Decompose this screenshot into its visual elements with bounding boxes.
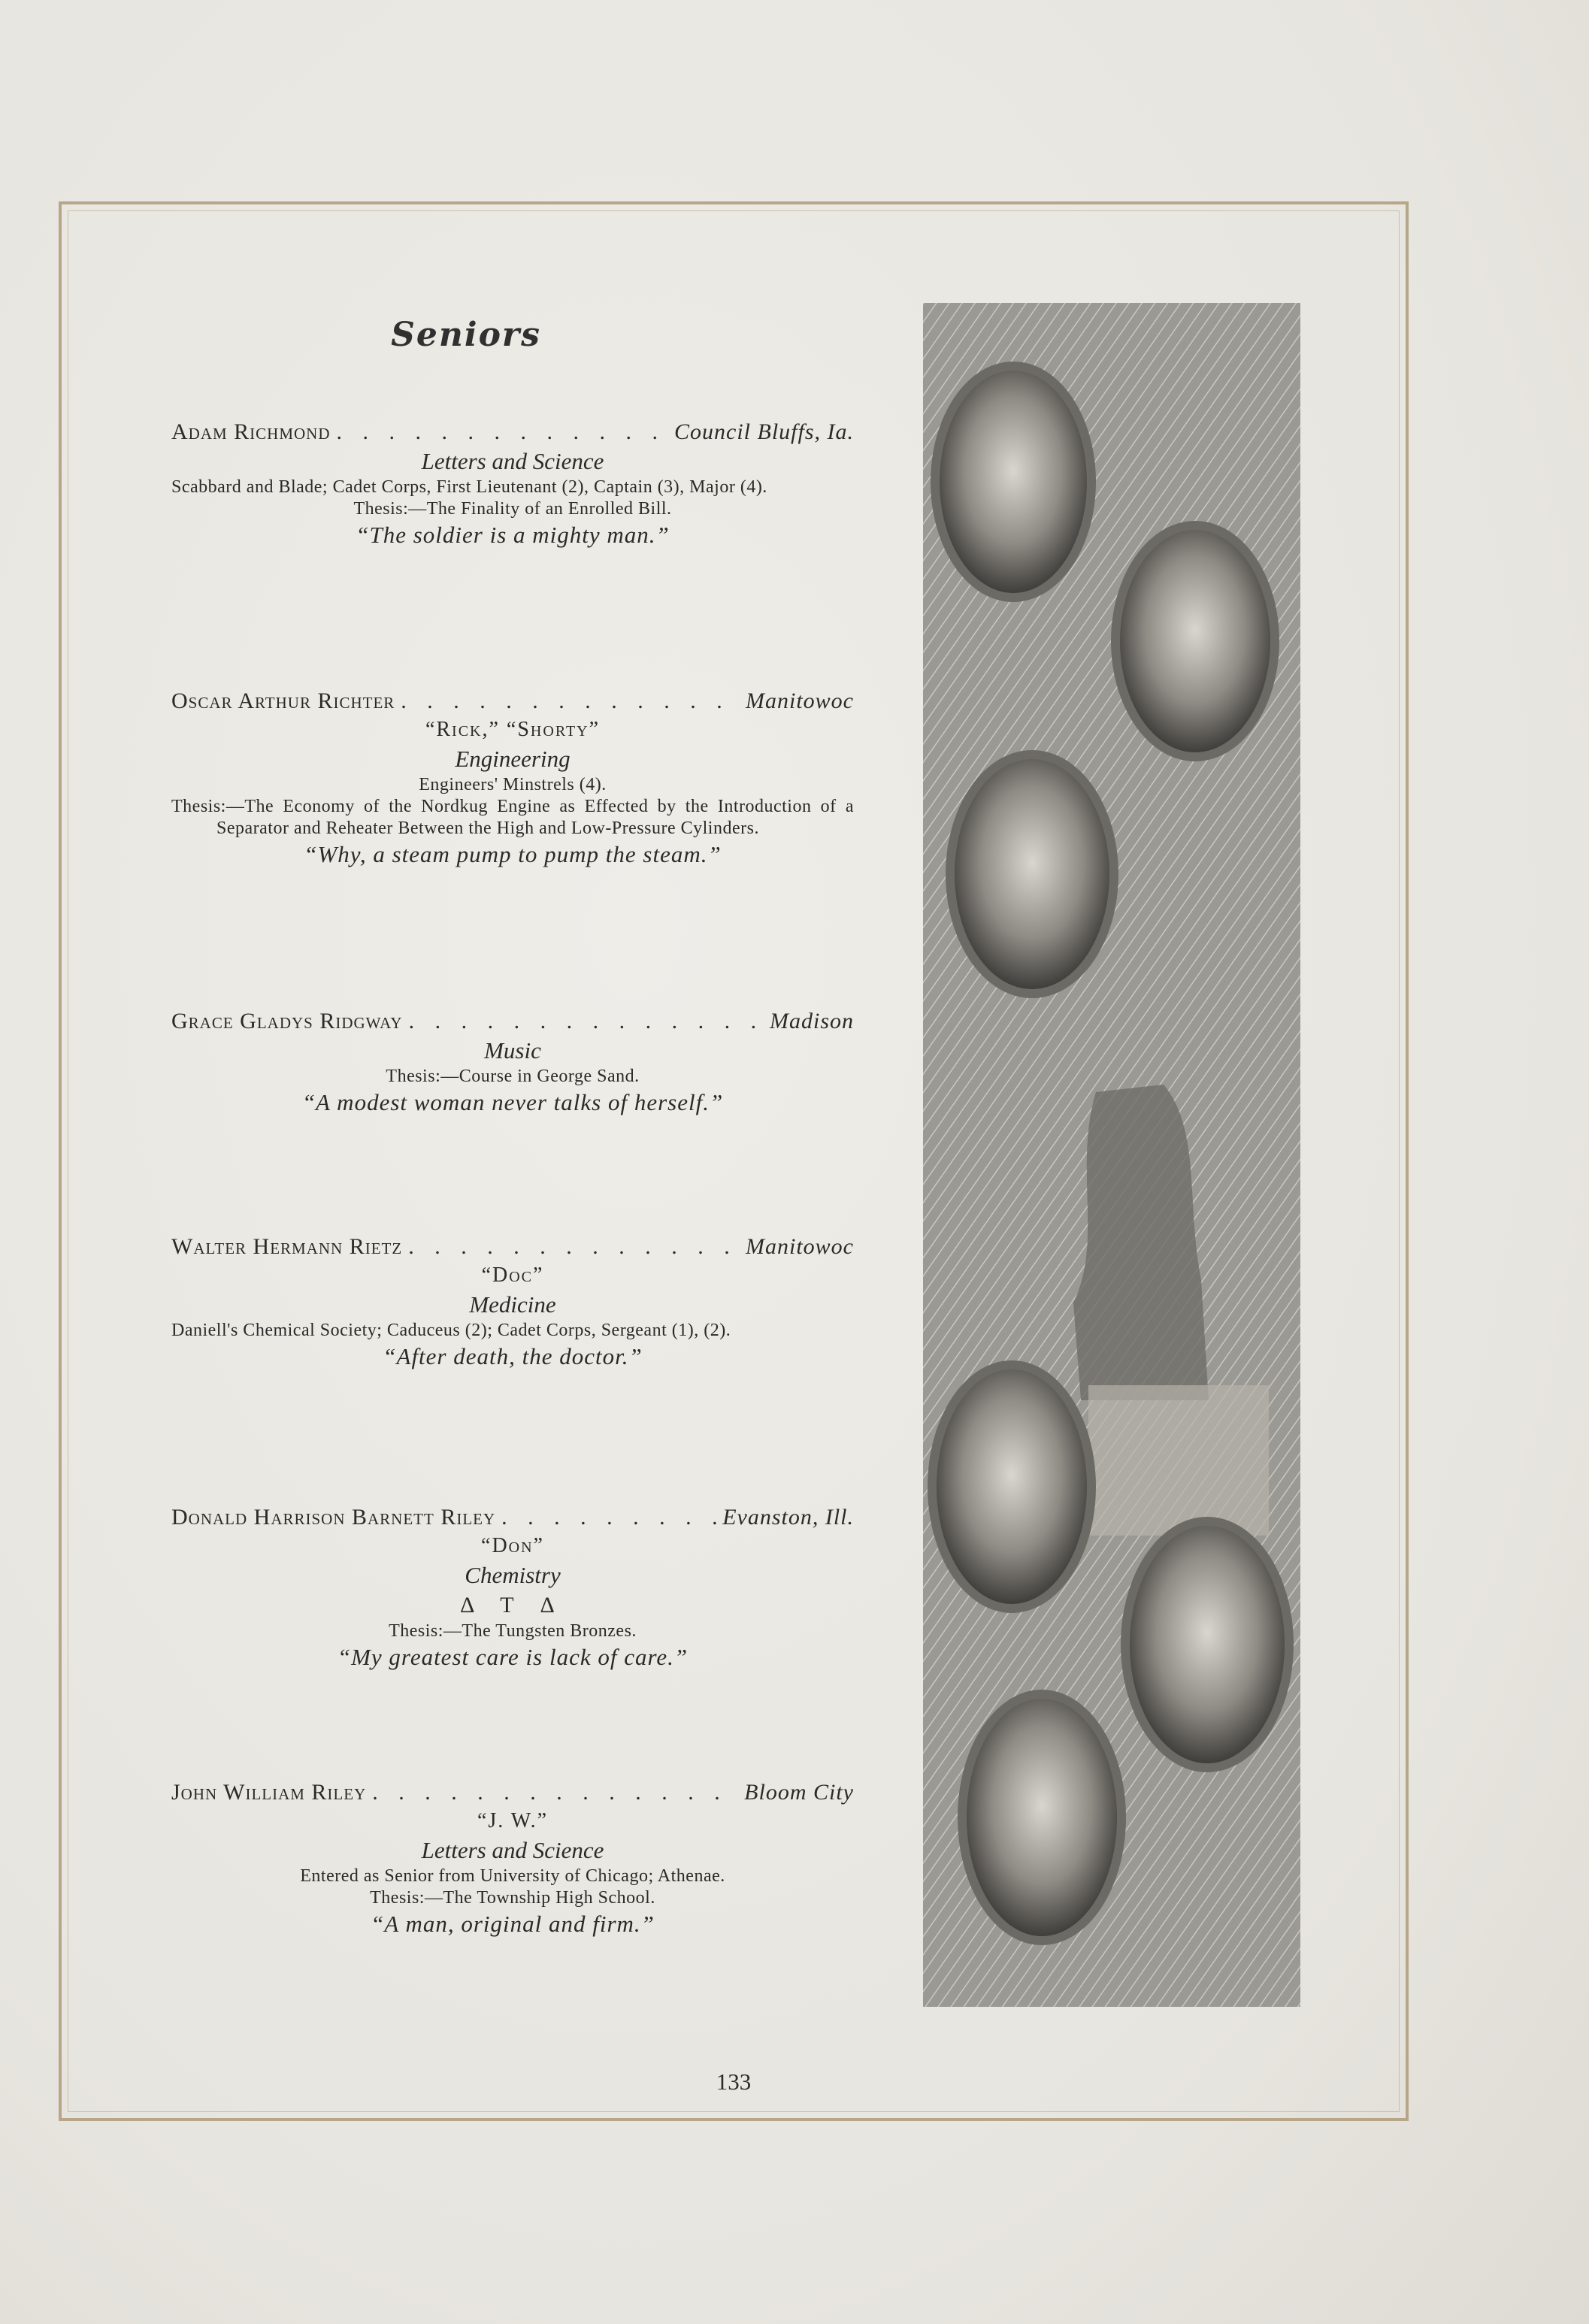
portrait-photo: [1130, 1526, 1285, 1763]
course: Engineering: [455, 746, 571, 772]
nickname: “Doc”: [481, 1263, 544, 1287]
senior-entry: [171, 1007, 854, 1118]
senior-name: John William Riley: [171, 1780, 367, 1805]
portrait-collage: [923, 303, 1300, 2007]
hometown: Manitowoc: [746, 688, 854, 713]
portrait-photo: [967, 1699, 1117, 1936]
entry-header: [171, 418, 854, 446]
course: Letters and Science: [421, 448, 604, 474]
senior-name: Walter Hermann Rietz: [171, 1234, 403, 1259]
entry-header: [171, 1233, 854, 1261]
fraternity: Δ T Δ: [460, 1593, 565, 1617]
quote: “A modest woman never talks of herself.”: [301, 1089, 724, 1115]
senior-name: Oscar Arthur Richter: [171, 688, 395, 713]
senior-entry: [171, 1778, 854, 1939]
senior-entry: [171, 1503, 854, 1672]
activities: Daniell's Chemical Society; Caduceus (2); Cadet Corps, Sergeant (1), (2).: [171, 1321, 731, 1340]
activities: Entered as Senior from University of Chicago; Athenae.: [300, 1866, 725, 1886]
activities: Engineers' Minstrels (4).: [419, 775, 607, 794]
hometown: Bloom City: [744, 1780, 854, 1805]
course: Music: [484, 1037, 541, 1064]
nickname: “J. W.”: [477, 1809, 549, 1832]
senior-entry: [171, 418, 854, 550]
senior-name: Donald Harrison Barnett Riley: [171, 1505, 496, 1530]
thesis: Thesis:—The Finality of an Enrolled Bill.: [353, 499, 672, 519]
entry-header: [171, 1503, 854, 1532]
entry-header: [171, 1007, 854, 1036]
hometown: Council Bluffs, Ia.: [674, 419, 854, 444]
quote: “After death, the doctor.”: [383, 1343, 643, 1369]
entry-header: [171, 687, 854, 716]
quote: “My greatest care is lack of care.”: [337, 1644, 689, 1670]
course: Medicine: [469, 1291, 556, 1318]
thesis: Thesis:—The Township High School.: [370, 1888, 655, 1908]
thesis: Thesis:—Course in George Sand.: [386, 1067, 640, 1086]
quote: “A man, original and firm.”: [371, 1911, 655, 1937]
portrait-photo: [1120, 530, 1270, 752]
statue-pedestal: [1088, 1385, 1269, 1536]
entry-header: [171, 1778, 854, 1807]
quote: “Why, a steam pump to pump the steam.”: [304, 841, 722, 867]
senior-name: Grace Gladys Ridgway: [171, 1009, 403, 1033]
nickname: “Rick,” “Shorty”: [425, 718, 601, 741]
page-number: 133: [716, 2068, 752, 2095]
thesis: Thesis:—The Economy of the Nordkug Engine as Effected by the Introduction of a Separator and Reheater Between the High and Low-Pressure Cylinders.: [171, 797, 854, 838]
quote: “The soldier is a mighty man.”: [356, 522, 670, 548]
hometown: Manitowoc: [746, 1234, 854, 1259]
senior-entry: [171, 1233, 854, 1372]
thesis: Thesis:—The Tungsten Bronzes.: [389, 1621, 637, 1641]
senior-name: Adam Richmond: [171, 419, 331, 444]
hometown: Madison: [770, 1009, 854, 1033]
page-title: Seniors: [391, 316, 541, 354]
course: Chemistry: [465, 1562, 561, 1588]
nickname: “Don”: [481, 1534, 544, 1557]
activities: Scabbard and Blade; Cadet Corps, First Lieutenant (2), Captain (3), Major (4).: [171, 477, 767, 497]
hometown: Evanston, Ill.: [722, 1505, 854, 1530]
course: Letters and Science: [421, 1837, 604, 1863]
portrait-photo: [937, 1369, 1087, 1604]
senior-entry: [171, 687, 854, 870]
portrait-photo: [940, 371, 1087, 593]
portrait-photo: [955, 759, 1109, 989]
